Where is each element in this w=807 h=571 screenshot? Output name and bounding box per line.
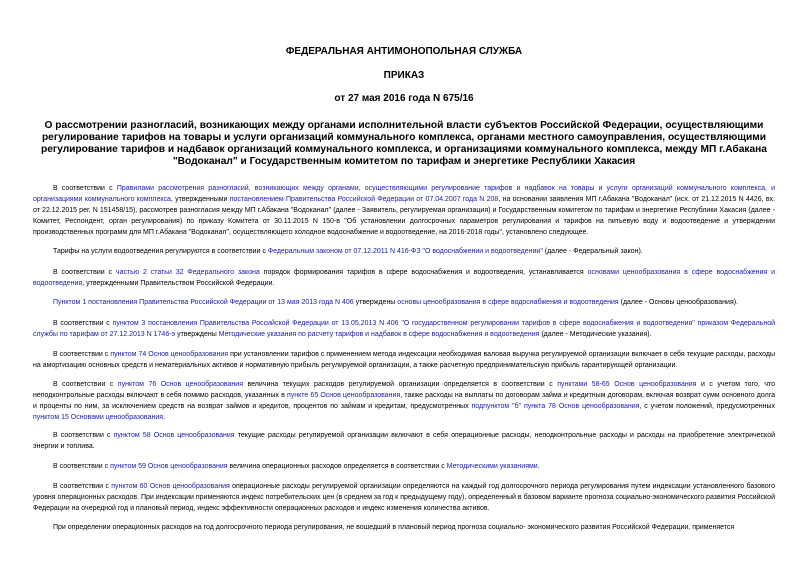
document-link[interactable]: частью 2 статьи 32 Федерального закона: [115, 269, 260, 276]
paragraph-1: [33, 183, 775, 238]
paragraph-text: при установлении тарифов с применением метода индексации необходимая валовая выручка регулируемой организации включает в себя текущие расходы, расходы на амортизацию основных средств и нематериальных активов и нормативную прибыль регулируемой организации, а также расчетную предпринимательскую прибыль гарантирующей организации.: [33, 351, 776, 369]
paragraph-text: утверждены: [175, 331, 219, 338]
paragraph-text: В соответствии с: [53, 432, 114, 439]
paragraph-text: В соответствии с: [53, 185, 117, 192]
paragraph-text: В соответствии с: [53, 463, 111, 470]
paragraph-text: , на основании заявления МП г.Абакана "Водоканал" (исх. от 21.12.2015 N 4426, вх. от 22.12.2015 рег. N 151458/15), рассмотрев разногласия между МП г.Абакана "Водоканал" (далее - Заявитель, регулируемая организация) и Государственным комитетом по тарифам и энергетике Республики Хакасия (далее - Комитет, Респондент, орган регулирования) по приказу Комитета от 30.11.2015 N 150-в "Об установлении долгосрочных параметров регулирования и тарифов на питьевую воду и водоотведение и утверждении производственных программ для МП г.Абакана "Водоканал", осуществляющего холодное водоснабжение и водоотведение, на 2016-2018 годы", установлено следующее.: [33, 196, 775, 236]
paragraph-text: , утвержденными: [170, 196, 230, 203]
paragraph-8: [33, 430, 775, 452]
agency-name: ФЕДЕРАЛЬНАЯ АНТИМОНОПОЛЬНАЯ СЛУЖБА: [285, 46, 523, 57]
paragraph-3: [33, 267, 775, 289]
paragraph-text: В соответствии с: [53, 483, 112, 490]
paragraph-6: [33, 349, 775, 371]
document-link[interactable]: основы ценообразования в сфере водоснабжения и водоотведения: [397, 299, 619, 306]
document-link[interactable]: пунктом 58 Основ ценообразования: [113, 432, 235, 439]
paragraph-2: [33, 246, 775, 257]
paragraph-9: [33, 461, 775, 472]
paragraph-text: операционные расходы регулируемой организации определяются на каждый год долгосрочного периода регулирования путем индексации установленного базового уровня операционных расходов. При индексации применяются индекс потребительских цен (в среднем за год к предыдущему году), определенный в базовом варианте прогноза социально-экономического развития Российской Федерации на очередной год и плановый период, индекс эффективности операционных расходов и индекс изменения количества активов.: [33, 483, 775, 512]
document-date-number: от 27 мая 2016 года N 675/16: [334, 93, 474, 104]
document-title: О рассмотрении разногласий, возникающих между органами исполнительной власти субъектов Российской Федерации, осуществляющими регулирование тарифов на товары и услуги организаций коммунального комплекса, органами местного самоуправления, осуществляющими регулирование тарифов и надбавок организаций коммунального комплекса, и организациями коммунального комплекса, между МП г.Абакана "Водоканал" и Государственным комитетом по тарифам и энергетике Республики Хакасия: [41, 120, 767, 167]
document-link[interactable]: приказом Федеральной службы по тарифам от 27.12.2013 N 1746-э: [33, 320, 775, 338]
paragraph-text: величина текущих расходов регулируемой организации определяется в соответствии с: [243, 381, 558, 388]
document-link[interactable]: Федеральным законом от 07.12.2011 N 416-ФЗ "О водоснабжении и водоотведении": [267, 248, 543, 255]
paragraph-text: Тарифы на услуги водоотведения регулируются в соответствии с: [53, 248, 268, 255]
paragraph-10: [33, 481, 775, 514]
paragraph-text: текущие расходы регулируемой организации включают в себя операционные расходы, неподконтрольные расходы и расходы на приобретение электрической энергии и топлива.: [33, 432, 776, 450]
document-link[interactable]: основами ценообразования в сфере водоснабжения и водоотведения: [33, 269, 776, 287]
paragraph-text: , утвержденными Правительством Российской Федерации.: [82, 280, 275, 287]
paragraph-text: (далее - Методические указания).: [539, 331, 652, 338]
paragraph-text: (далее - Федеральный закон).: [542, 248, 643, 255]
paragraph-text: порядок формирования тарифов в сфере водоснабжения и водоотведения, устанавливается: [259, 269, 588, 276]
document-link[interactable]: пунктом 60 Основ ценообразования: [111, 483, 230, 490]
document-link[interactable]: Методическими указаниями: [446, 463, 538, 470]
document-link[interactable]: Методические указания по расчету тарифов и надбавок в сфере водоснабжения и водоотведения: [218, 331, 540, 338]
paragraph-text: .: [163, 414, 165, 421]
paragraph-text: (далее - Основы ценообразования).: [618, 299, 739, 306]
paragraph-text: и с учетом того, что неподконтрольные расходы включают в себя помимо расходов, указанных в: [33, 381, 775, 399]
document-link[interactable]: пунктом 15 Основами ценообразования: [33, 414, 164, 421]
document-link[interactable]: подпунктом "б" пункта 78 Основ ценообразования: [471, 403, 640, 410]
paragraph-text: В соответствии с: [53, 351, 111, 358]
paragraph-text: , также расходы на выплаты по договорам займа и кредитным договорам, включая возврат сумм основного долга и проценты по ним, за исключением средств на возврат займов и кредитов, процентов по займам и кредитам, предусмотренных: [33, 392, 775, 410]
document-type: ПРИКАЗ: [383, 70, 425, 81]
paragraph-text: величина операционных расходов определяется в соответствии с: [227, 463, 447, 470]
document-link[interactable]: пунктом 74 Основ ценообразования: [110, 351, 229, 358]
document-link[interactable]: пунктами 58-65 Основ ценообразования: [557, 381, 697, 388]
paragraph-text: В соответствии с: [53, 269, 116, 276]
paragraph-text: При определении операционных расходов на год долгосрочного периода регулирования, не вошедший в плановый период прогноза социально- экономического развития Российской Федерации, применяется: [53, 524, 735, 531]
paragraph-4: [33, 297, 775, 308]
paragraph-7: [33, 379, 775, 423]
document-link[interactable]: постановлением Правительства Российской Федерации от 07.04.2007 года N 208: [229, 196, 499, 203]
paragraph-text: В соответствии с: [53, 381, 118, 388]
document-link[interactable]: Правилами рассмотрения разногласий, возникающих между органами, осуществляющими регулирование тарифов и надбавок на товары и услуги организаций коммунального комплекса, и организациями коммунального комплекса: [33, 185, 776, 203]
paragraph-text: , с учетом положений, предусмотренных: [639, 403, 776, 410]
paragraph-text: В соответствии с: [53, 320, 113, 327]
document-link[interactable]: Пунктом 1 постановления Правительства Российской Федерации от 13 мая 2013 года N 406: [53, 299, 354, 306]
paragraph-11: [33, 522, 775, 533]
paragraph-text: .: [537, 463, 540, 470]
document-link[interactable]: пунктом 3 постановления Правительства Российской Федерации от 13.05.2013 N 406 "О государственном регулировании тарифов в сфере водоснабжения и водоотведения": [112, 320, 695, 327]
paragraph-text: утверждены: [353, 299, 398, 306]
document-link[interactable]: пунктом 76 Основ ценообразования: [117, 381, 243, 388]
document-link[interactable]: пункте 65 Основ ценообразования: [286, 392, 401, 399]
paragraph-5: [33, 318, 775, 340]
document-link[interactable]: пунктом 59 Основ ценообразования: [110, 463, 228, 470]
